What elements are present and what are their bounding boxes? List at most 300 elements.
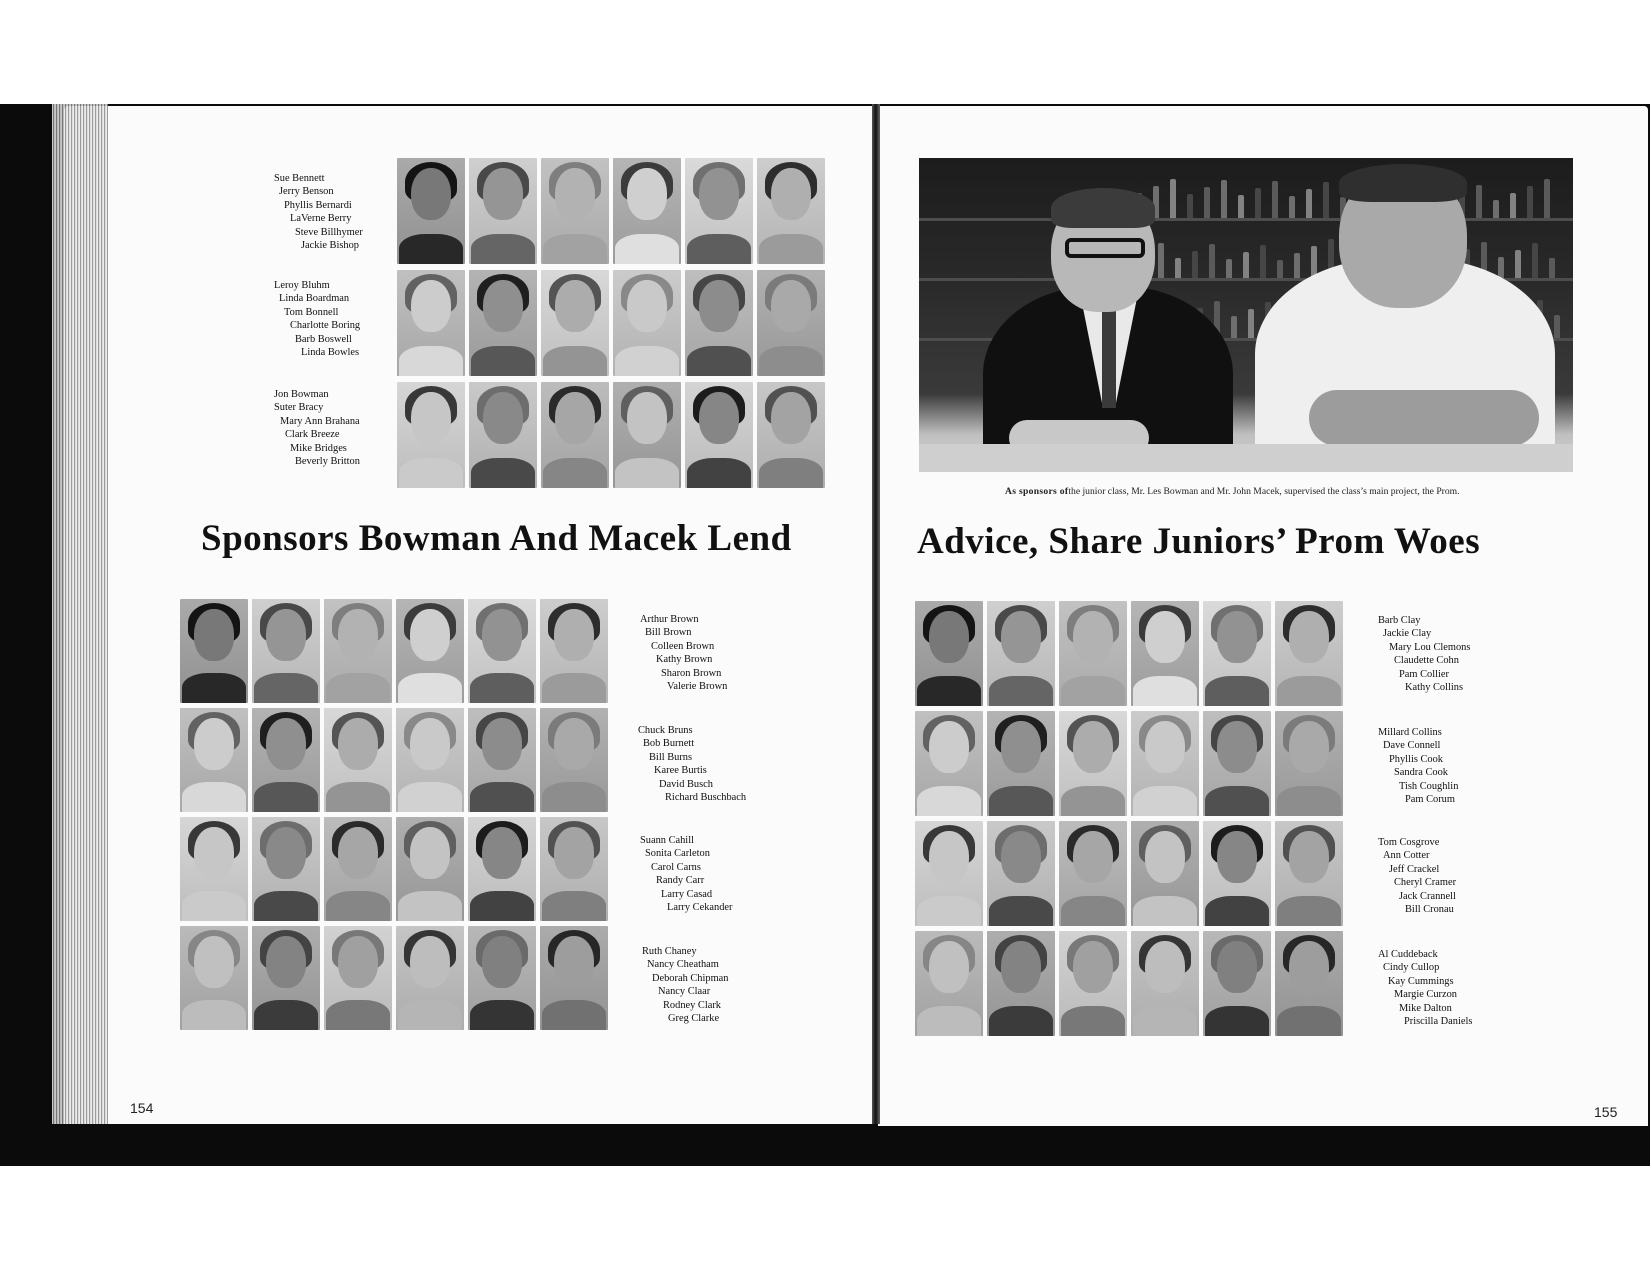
name: Ruth Chaney	[642, 946, 697, 957]
name: David Busch	[659, 778, 713, 790]
name: Millard Collins	[1378, 727, 1442, 738]
name: Phyllis Cook	[1389, 753, 1443, 765]
student-portrait	[541, 270, 609, 376]
portrait-face	[410, 718, 450, 770]
photo-man-left-glasses	[1065, 238, 1145, 258]
portrait-clothing	[543, 234, 607, 264]
student-portrait	[324, 708, 392, 812]
photo-counter	[919, 444, 1573, 472]
portrait-clothing	[1277, 1006, 1341, 1036]
student-portrait	[1203, 931, 1271, 1036]
portrait-face	[1217, 941, 1257, 993]
shelf-bottle	[1158, 243, 1164, 278]
portrait-face	[410, 936, 450, 988]
portrait-clothing	[182, 1000, 246, 1030]
student-portrait	[397, 158, 465, 264]
caption-lead: As sponsors of	[1005, 486, 1069, 497]
portrait-clothing	[615, 458, 679, 488]
name: Sonita Carleton	[645, 848, 710, 860]
name: Suter Bracy	[274, 402, 324, 414]
student-portrait	[1059, 931, 1127, 1036]
name-list-bottom-left-2	[638, 724, 746, 804]
portrait-clothing	[326, 1000, 390, 1030]
student-portrait	[469, 382, 537, 488]
shelf-bottle	[1527, 186, 1533, 218]
portrait-face	[929, 941, 969, 993]
student-portrait	[1275, 821, 1343, 926]
shelf-bottle	[1187, 194, 1193, 218]
portrait-clothing	[470, 673, 534, 703]
shelf-bottle	[1515, 250, 1521, 278]
portrait-clothing	[1205, 786, 1269, 816]
student-portrait	[915, 601, 983, 706]
name: Sandra Cook	[1394, 767, 1448, 779]
portrait-clothing	[471, 234, 535, 264]
portrait-clothing	[917, 786, 981, 816]
student-portrait	[540, 599, 608, 703]
student-portrait	[540, 817, 608, 921]
portrait-clothing	[917, 1006, 981, 1036]
name-list-bottom-left-3	[640, 834, 732, 914]
shelf-bottle	[1260, 245, 1266, 278]
portrait-clothing	[399, 458, 463, 488]
photo-man-left-tie	[1102, 298, 1116, 408]
student-portrait	[987, 711, 1055, 816]
name: Tom Bonnell	[284, 306, 339, 318]
shelf-bottle	[1289, 196, 1295, 218]
portrait-clothing	[254, 1000, 318, 1030]
portrait-clothing	[543, 458, 607, 488]
student-portrait	[613, 270, 681, 376]
portrait-clothing	[542, 1000, 606, 1030]
student-portrait	[987, 601, 1055, 706]
shelf-bottle	[1294, 253, 1300, 278]
shelf-bottle	[1175, 258, 1181, 278]
portrait-face	[1145, 721, 1185, 773]
portrait-face	[1289, 831, 1329, 883]
portrait-clothing	[398, 673, 462, 703]
portrait-face	[1001, 831, 1041, 883]
portrait-face	[771, 280, 811, 332]
name: Nancy Cheatham	[647, 959, 719, 971]
name: Steve Billhymer	[295, 226, 363, 238]
name: Phyllis Bernardi	[284, 199, 352, 211]
shelf-bottle	[1554, 315, 1560, 338]
portrait-face	[1001, 721, 1041, 773]
portrait-clothing	[1277, 786, 1341, 816]
name: Jeff Crackel	[1389, 863, 1440, 875]
name: Charlotte Boring	[290, 320, 361, 332]
shelf-bottle	[1277, 260, 1283, 278]
portrait-face	[1145, 831, 1185, 883]
student-portrait	[757, 158, 825, 264]
student-portrait	[397, 382, 465, 488]
name: Leroy Bluhm	[274, 280, 330, 291]
shelf-bottle	[1476, 185, 1482, 218]
name: Dave Connell	[1383, 740, 1441, 752]
name: Nancy Claar	[658, 986, 711, 998]
portrait-face	[554, 609, 594, 661]
page-edges	[52, 104, 108, 1124]
portrait-clothing	[542, 782, 606, 812]
portrait-clothing	[543, 346, 607, 376]
name: Mary Lou Clemons	[1389, 641, 1471, 653]
student-portrait	[469, 270, 537, 376]
portrait-face	[1217, 831, 1257, 883]
portrait-clothing	[470, 1000, 534, 1030]
portrait-clothing	[1061, 1006, 1125, 1036]
name: Cheryl Cramer	[1394, 877, 1457, 889]
caption-text: the junior class, Mr. Les Bowman and Mr. John Macek, supervised the class’s main project, the Prom.	[1068, 486, 1460, 497]
student-portrait	[613, 382, 681, 488]
student-portrait	[1059, 711, 1127, 816]
shelf-bottle	[1226, 259, 1232, 278]
student-portrait	[252, 708, 320, 812]
name: Margie Curzon	[1394, 989, 1458, 1001]
name: Tom Cosgrove	[1378, 837, 1440, 848]
portrait-face	[929, 721, 969, 773]
portrait-clothing	[254, 891, 318, 921]
student-portrait	[1131, 931, 1199, 1036]
student-portrait	[252, 817, 320, 921]
student-portrait	[757, 382, 825, 488]
portrait-clothing	[398, 782, 462, 812]
name: Randy Carr	[656, 875, 705, 887]
portrait-face	[266, 827, 306, 879]
portrait-clothing	[1133, 786, 1197, 816]
portrait-clothing	[470, 782, 534, 812]
name-list-bottom-right-4	[1378, 948, 1472, 1028]
student-portrait	[541, 158, 609, 264]
portrait-clothing	[326, 891, 390, 921]
portrait-face	[555, 280, 595, 332]
portrait-clothing	[471, 346, 535, 376]
portrait-clothing	[1133, 1006, 1197, 1036]
name: Jackie Clay	[1383, 628, 1432, 640]
portrait-clothing	[399, 346, 463, 376]
student-portrait	[180, 708, 248, 812]
name: Mike Dalton	[1399, 1002, 1452, 1014]
student-portrait	[324, 599, 392, 703]
student-portrait	[685, 158, 753, 264]
page-number-right: 155	[1594, 1104, 1618, 1120]
student-portrait	[180, 817, 248, 921]
portrait-clothing	[254, 782, 318, 812]
name-list-bottom-left-1	[640, 613, 727, 693]
student-portrait	[396, 817, 464, 921]
portrait-clothing	[615, 234, 679, 264]
portrait-face	[771, 168, 811, 220]
portrait-clothing	[917, 896, 981, 926]
name-list-top-left-3	[274, 388, 360, 468]
name: Bob Burnett	[643, 738, 695, 750]
photo-caption	[1005, 486, 1495, 497]
student-portrait	[1275, 711, 1343, 816]
student-portrait	[541, 382, 609, 488]
student-portrait	[1131, 601, 1199, 706]
portrait-clothing	[1133, 896, 1197, 926]
portrait-clothing	[182, 782, 246, 812]
student-portrait	[1131, 821, 1199, 926]
portrait-clothing	[615, 346, 679, 376]
portrait-clothing	[542, 673, 606, 703]
student-portrait	[397, 270, 465, 376]
shelf-bottle	[1255, 188, 1261, 218]
portrait-face	[1073, 941, 1113, 993]
name: Larry Casad	[661, 888, 713, 900]
portrait-face	[555, 392, 595, 444]
portrait-clothing	[254, 673, 318, 703]
portrait-face	[266, 936, 306, 988]
name: Greg Clarke	[668, 1013, 720, 1025]
portrait-clothing	[1205, 676, 1269, 706]
headline-right: Advice, Share Juniors’ Prom Woes	[917, 521, 1481, 562]
name-list-bottom-right-2	[1378, 726, 1458, 806]
portrait-face	[1073, 721, 1113, 773]
shelf-bottle	[1209, 244, 1215, 278]
portrait-face	[554, 936, 594, 988]
name: Cindy Cullop	[1383, 962, 1440, 974]
student-portrait	[540, 708, 608, 812]
student-portrait	[469, 158, 537, 264]
portrait-grid-top-left	[397, 158, 825, 488]
portrait-face	[338, 827, 378, 879]
name: Clark Breeze	[285, 429, 340, 441]
shelf-bottle	[1272, 181, 1278, 218]
student-portrait	[1275, 931, 1343, 1036]
portrait-clothing	[989, 896, 1053, 926]
portrait-clothing	[1277, 896, 1341, 926]
student-portrait	[685, 382, 753, 488]
name: Bill Burns	[649, 751, 693, 763]
portrait-face	[627, 280, 667, 332]
name: Kay Cummings	[1388, 975, 1454, 987]
portrait-face	[411, 168, 451, 220]
name: Beverly Britton	[295, 456, 360, 468]
portrait-face	[699, 280, 739, 332]
portrait-face	[929, 831, 969, 883]
student-portrait	[396, 599, 464, 703]
portrait-face	[554, 718, 594, 770]
name: Linda Boardman	[279, 293, 350, 305]
student-portrait	[468, 817, 536, 921]
shelf-bottle	[1248, 309, 1254, 338]
student-portrait	[324, 817, 392, 921]
student-portrait	[1203, 821, 1271, 926]
portrait-clothing	[399, 234, 463, 264]
portrait-face	[194, 609, 234, 661]
headline-left: Sponsors Bowman And Macek Lend	[201, 518, 792, 559]
portrait-clothing	[542, 891, 606, 921]
portrait-face	[627, 392, 667, 444]
student-portrait	[252, 926, 320, 1030]
name: Bill Brown	[645, 627, 692, 639]
student-portrait	[915, 931, 983, 1036]
portrait-clothing	[989, 786, 1053, 816]
shelf-bottle	[1204, 187, 1210, 218]
student-portrait	[757, 270, 825, 376]
portrait-clothing	[1205, 1006, 1269, 1036]
name: Suann Cahill	[640, 835, 694, 846]
portrait-face	[1073, 831, 1113, 883]
student-portrait	[468, 599, 536, 703]
shelf-bottle	[1221, 180, 1227, 218]
name: Al Cuddeback	[1378, 949, 1438, 960]
name: Sue Bennett	[274, 173, 325, 184]
name: Valerie Brown	[667, 681, 728, 693]
portrait-clothing	[182, 891, 246, 921]
portrait-face	[1289, 941, 1329, 993]
portrait-clothing	[1061, 896, 1125, 926]
student-portrait	[613, 158, 681, 264]
student-portrait	[915, 711, 983, 816]
portrait-face	[627, 168, 667, 220]
name-list-top-left-2	[274, 279, 360, 359]
name: Richard Buschbach	[665, 792, 747, 804]
name: Colleen Brown	[651, 640, 715, 652]
shelf-bottle	[1493, 200, 1499, 218]
portrait-clothing	[1061, 676, 1125, 706]
name-list-bottom-right-3	[1378, 836, 1456, 916]
name: Jerry Benson	[279, 186, 334, 198]
name: Jack Crannell	[1399, 890, 1456, 902]
photo-man-right-hair	[1339, 164, 1467, 202]
portrait-grid-bottom-right	[915, 601, 1343, 1036]
portrait-clothing	[182, 673, 246, 703]
book-gutter	[872, 104, 880, 1124]
portrait-clothing	[398, 891, 462, 921]
portrait-clothing	[326, 673, 390, 703]
name: Jon Bowman	[274, 389, 329, 400]
portrait-face	[194, 718, 234, 770]
student-portrait	[685, 270, 753, 376]
student-portrait	[396, 926, 464, 1030]
name: Kathy Brown	[656, 654, 713, 666]
name: Claudette Cohn	[1394, 655, 1459, 667]
portrait-face	[483, 280, 523, 332]
portrait-clothing	[687, 458, 751, 488]
portrait-face	[1289, 721, 1329, 773]
name: Pam Collier	[1399, 668, 1449, 680]
name: Sharon Brown	[661, 667, 722, 679]
name: Mike Bridges	[290, 442, 347, 454]
name: Karee Burtis	[654, 765, 707, 777]
student-portrait	[915, 821, 983, 926]
portrait-clothing	[917, 676, 981, 706]
student-portrait	[180, 926, 248, 1030]
name: Larry Cekander	[667, 902, 733, 914]
name: Barb Boswell	[295, 333, 352, 345]
student-portrait	[1275, 601, 1343, 706]
portrait-face	[1145, 611, 1185, 663]
student-portrait	[1059, 601, 1127, 706]
student-portrait	[1131, 711, 1199, 816]
portrait-face	[483, 392, 523, 444]
student-portrait	[987, 821, 1055, 926]
portrait-face	[554, 827, 594, 879]
portrait-face	[482, 718, 522, 770]
student-portrait	[468, 926, 536, 1030]
portrait-clothing	[687, 346, 751, 376]
name: Arthur Brown	[640, 614, 699, 625]
name-list-top-left-1	[274, 172, 363, 252]
name: Mary Ann Brahana	[280, 415, 360, 427]
portrait-face	[410, 609, 450, 661]
portrait-face	[194, 936, 234, 988]
portrait-face	[1217, 721, 1257, 773]
portrait-face	[1073, 611, 1113, 663]
portrait-clothing	[326, 782, 390, 812]
portrait-face	[699, 168, 739, 220]
portrait-clothing	[1133, 676, 1197, 706]
portrait-face	[482, 827, 522, 879]
name: LaVerne Berry	[290, 213, 352, 225]
student-portrait	[1203, 711, 1271, 816]
portrait-clothing	[470, 891, 534, 921]
portrait-face	[338, 609, 378, 661]
shelf-bottle	[1238, 195, 1244, 218]
portrait-face	[482, 609, 522, 661]
name: Rodney Clark	[663, 999, 722, 1011]
name-list-bottom-left-4	[642, 945, 728, 1025]
portrait-clothing	[759, 458, 823, 488]
portrait-clothing	[1277, 676, 1341, 706]
portrait-face	[266, 609, 306, 661]
shelf-bottle	[1231, 316, 1237, 338]
portrait-face	[699, 392, 739, 444]
name: Tish Coughlin	[1399, 780, 1459, 792]
photo-man-right-arms	[1309, 390, 1539, 446]
portrait-face	[1001, 941, 1041, 993]
portrait-clothing	[989, 1006, 1053, 1036]
portrait-face	[771, 392, 811, 444]
portrait-face	[266, 718, 306, 770]
portrait-clothing	[759, 346, 823, 376]
portrait-face	[194, 827, 234, 879]
portrait-face	[410, 827, 450, 879]
portrait-clothing	[398, 1000, 462, 1030]
portrait-clothing	[759, 234, 823, 264]
student-portrait	[987, 931, 1055, 1036]
student-portrait	[396, 708, 464, 812]
portrait-clothing	[687, 234, 751, 264]
name: Jackie Bishop	[301, 240, 360, 252]
portrait-face	[1145, 941, 1185, 993]
name: Chuck Bruns	[638, 725, 693, 736]
shelf-bottle	[1192, 251, 1198, 278]
portrait-clothing	[989, 676, 1053, 706]
shelf-bottle	[1532, 243, 1538, 278]
page-number-left: 154	[130, 1100, 154, 1116]
portrait-face	[338, 718, 378, 770]
student-portrait	[180, 599, 248, 703]
portrait-face	[483, 168, 523, 220]
name: Priscilla Daniels	[1404, 1016, 1473, 1028]
student-portrait	[1203, 601, 1271, 706]
portrait-face	[1001, 611, 1041, 663]
photo-man-left-hair	[1051, 188, 1155, 228]
shelf-bottle	[1549, 258, 1555, 278]
name: Linda Bowles	[301, 347, 360, 359]
photo-shelf	[919, 218, 1573, 221]
shelf-bottle	[1510, 193, 1516, 218]
name: Pam Corum	[1405, 794, 1455, 806]
name-list-bottom-right-1	[1378, 614, 1470, 694]
student-portrait	[324, 926, 392, 1030]
name: Carol Carns	[651, 861, 701, 873]
portrait-face	[482, 936, 522, 988]
portrait-clothing	[471, 458, 535, 488]
